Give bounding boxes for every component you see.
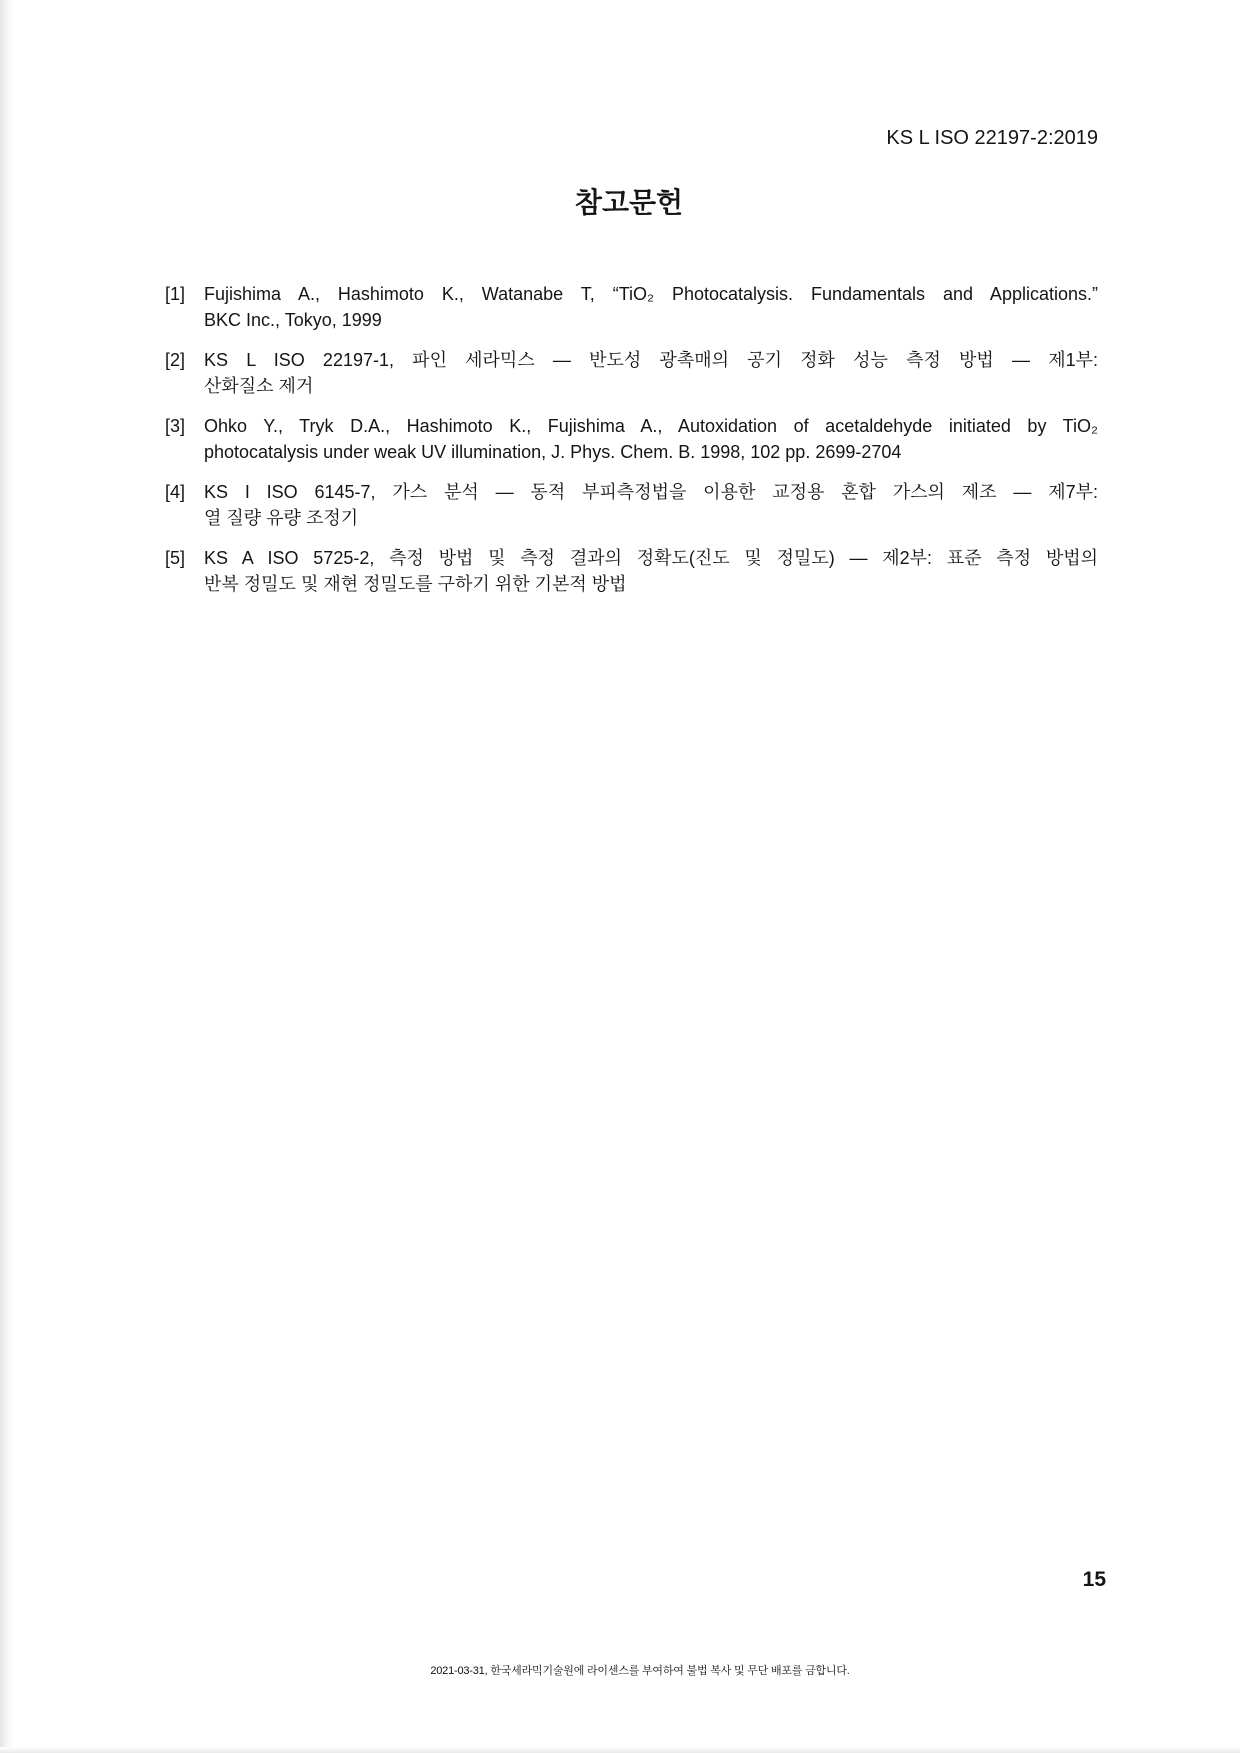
- reference-line: BKC Inc., Tokyo, 1999: [204, 310, 382, 330]
- page-number: 15: [1082, 1568, 1106, 1591]
- reference-list: [165, 281, 1098, 611]
- reference-item: [165, 479, 1098, 531]
- reference-item: [165, 281, 1098, 333]
- reference-number: [5]: [165, 548, 186, 568]
- reference-line: 반복 정밀도 및 재현 정밀도를 구하기 위한 기본적 방법: [204, 574, 627, 594]
- reference-line: photocatalysis under weak UV illumination, J. Phys. Chem. B. 1998, 102 pp. 2699-2704: [204, 442, 902, 462]
- reference-line: KS A ISO 5725-2, 측정 방법 및 측정 결과의 정확도(진도 및 정밀도) — 제2부: 표준 측정 방법의: [204, 548, 1098, 568]
- reference-line: KS I ISO 6145-7, 가스 분석 — 동적 부피측정법을 이용한 교정용 혼합 가스의 제조 — 제7부:: [204, 482, 1098, 502]
- reference-item: [165, 413, 1098, 465]
- reference-text: [204, 479, 1098, 531]
- reference-number: [2]: [165, 350, 186, 370]
- reference-number: [4]: [165, 482, 186, 502]
- reference-text: [204, 347, 1098, 399]
- license-footer: 2021-03-31, 한국세라믹기술원에 라이센스를 부여하여 불법 복사 및 무단 배포를 금합니다.: [430, 1665, 850, 1677]
- standard-code-header: KS L ISO 22197-2:2019: [886, 127, 1098, 149]
- reference-line: Ohko Y., Tryk D.A., Hashimoto K., Fujishima A., Autoxidation of acetaldehyde initiated by TiO₂: [204, 416, 1098, 436]
- reference-text: [204, 413, 1098, 465]
- reference-text: [204, 545, 1098, 597]
- reference-line: 열 질량 유량 조정기: [204, 508, 359, 528]
- reference-text: [204, 281, 1098, 333]
- reference-item: [165, 545, 1098, 597]
- scan-edge-shadow: [0, 0, 14, 1753]
- page-title: 참고문헌: [574, 186, 684, 219]
- scan-bottom-shadow: [0, 1747, 1240, 1753]
- reference-number: [1]: [165, 284, 186, 304]
- reference-line: KS L ISO 22197-1, 파인 세라믹스 — 반도성 광촉매의 공기 정화 성능 측정 방법 — 제1부:: [204, 350, 1098, 370]
- reference-item: [165, 347, 1098, 399]
- reference-line: 산화질소 제거: [204, 376, 314, 396]
- reference-number: [3]: [165, 416, 186, 436]
- reference-line: Fujishima A., Hashimoto K., Watanabe T, “TiO₂ Photocatalysis. Fundamentals and Applications.”: [204, 284, 1098, 304]
